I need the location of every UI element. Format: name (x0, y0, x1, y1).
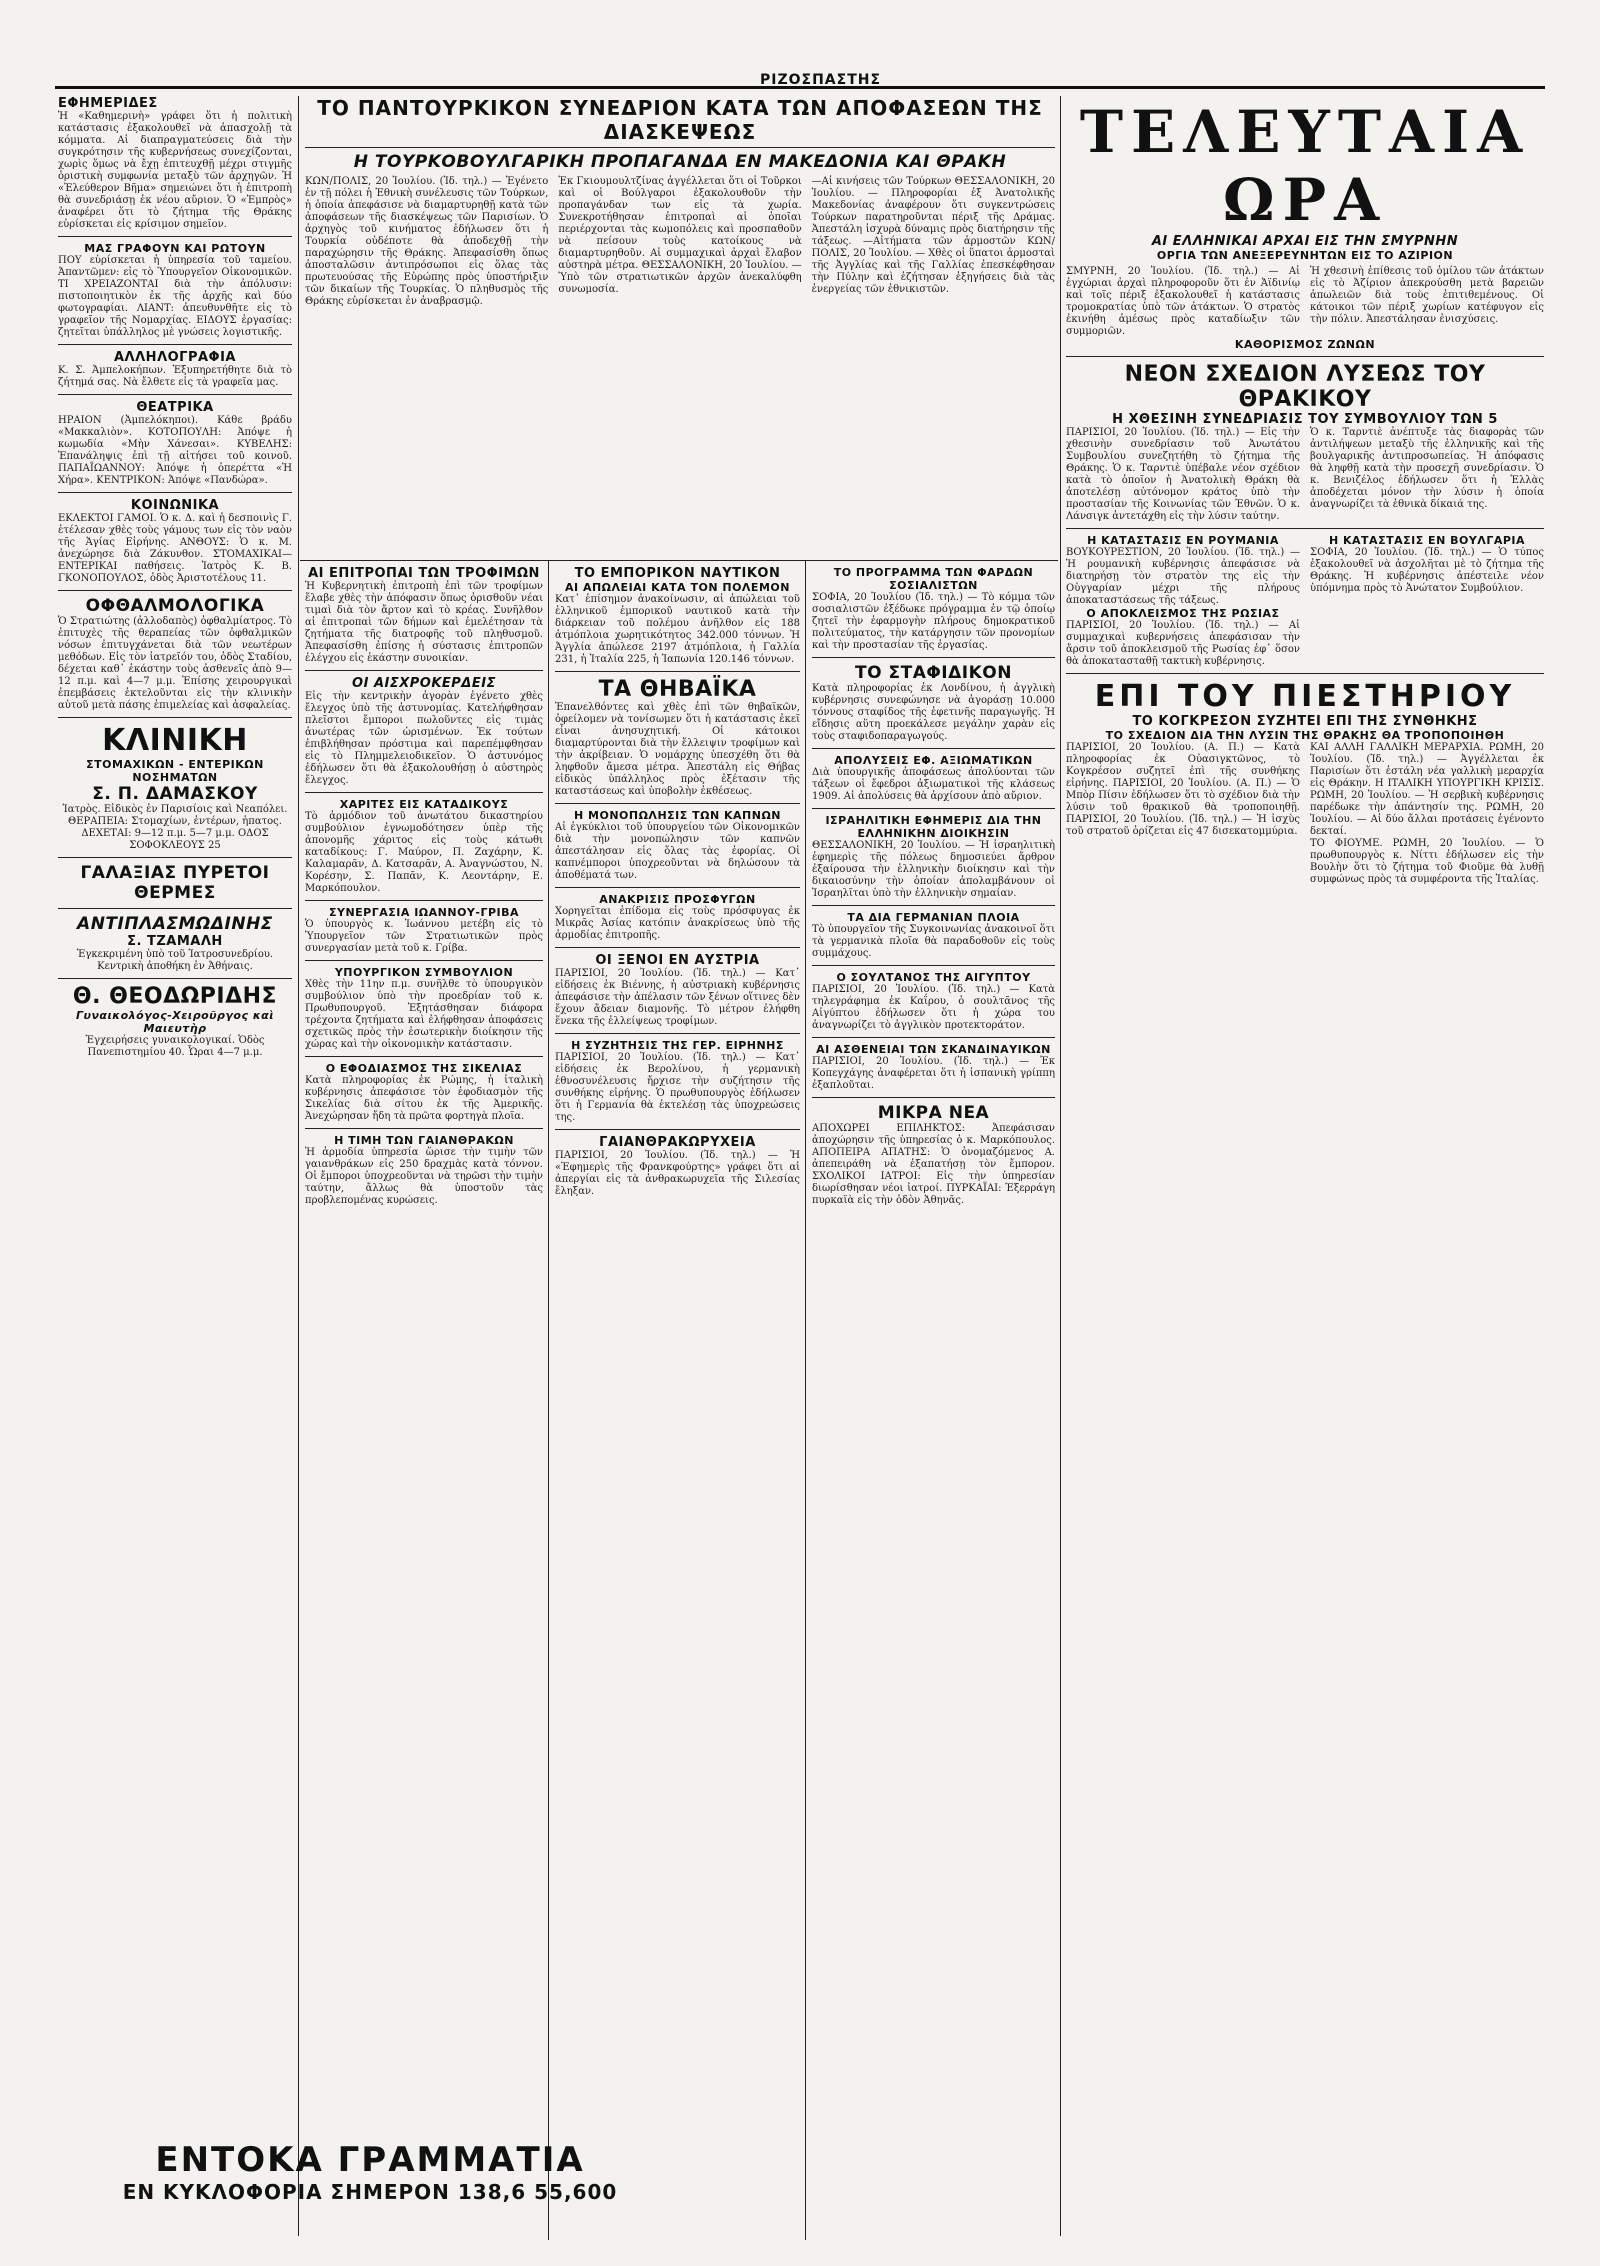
article-body: Ἐπανελθόντες καὶ χθὲς ἐπὶ τῶν θηβαϊκῶν, ὀφείλομεν νὰ τονίσωμεν ὅτι ἡ κατάστασις ἐκεῖ εἶναι ἀνησυχητική. Οἱ κάτοικοι διαμαρτύρονται διὰ τὴν ἔλλειψιν τροφίμων καὶ τὴν ἀκρίβειαν. Ὁ νομάρχης ὑπεσχέθη ὅτι θὰ ληφθοῦν ἄμεσα μέτρα. Ἀπεστάλη εἰς Θήβας εἰδικὸς ὑπάλληλος πρὸς ἐξέτασιν τῆς καταστάσεως καὶ ὑποβολὴν ἐκθέσεως. (555, 702, 800, 797)
article-heading: ΑΝΑΚΡΙΣΙΣ ΠΡΟΣΦΥΓΩΝ (599, 893, 756, 906)
last-hour-subheadline: ΑΙ ΕΛΛΗΝΙΚΑΙ ΑΡΧΑΙ ΕΙΣ ΤΗΝ ΣΜΥΡΝΗΝ (1151, 234, 1459, 249)
article-body: —Αἱ κινήσεις τῶν Τούρκων ΘΕΣΣΑΛΟΝΙΚΗ, 20 Ἰουλίου. — Πληροφορίαι ἐξ Ἀνατολικῆς Μακεδονίας ἀναφέρουν ὅτι συγκεντρώσεις Τούρκων παρατηροῦνται πέριξ τῆς Δράμας. Ἀπεστάλη ἰσχυρὰ δύναμις πρὸς διατήρησιν τῆς τάξεως. —Αἰτήματα τῶν ἀρμοστῶν ΚΩΝ/ΠΟΛΙΣ, 20 Ἰουλίου. — Χθὲς οἱ ὕπατοι ἁρμοσταὶ τῆς Ἀγγλίας καὶ τῆς Γαλλίας ἐπεσκέφθησαν τὴν Πύλην καὶ ἐζήτησαν ἐξηγήσεις διὰ τὰς ἐνεργείας τῶν ἐθνικιστῶν. (811, 176, 1055, 295)
article-body: ΒΟΥΚΟΥΡΕΣΤΙΟΝ, 20 Ἰουλίου. (Ἰδ. τηλ.) — Ἡ ρουμανικὴ κυβέρνησις ἀπεφάσισε νὰ διατηρήσῃ τὸν στρατὸν της εἰς τὴν Οὑγγαρίαν μέχρι τῆς πλήρους ἀποκαταστάσεως τῆς τάξεως. (1066, 547, 1300, 606)
article-body: Τὸ ἀρμόδιον τοῦ ἀνωτάτου δικαστηρίου συμβούλιον ἐγνωμοδότησεν ὑπὲρ τῆς ἀπονομῆς χάριτος εἰς τοὺς κάτωθι καταδίκους: Γ. Μαύρον, Π. Ζαχάρην, Κ. Καλαμαρᾶν, Δ. Κατσαρᾶν, Α. Ἀναγνώστου, Ν. Κορέσην, Σ. Παπᾶν, Κ. Λεοντάρην, Ε. Μαρκόπουλον. (305, 811, 543, 894)
ad-title: ΕΝΤΟΚΑ ΓΡΑΜΜΑΤΙΑ (155, 2140, 585, 2180)
article-body: ΠΑΡΙΣΙΟΙ, 20 Ἰουλίου. (Ἰδ. τηλ.) — Ἐκ Κοπεγχάγης ἀναφέρεται ὅτι ἡ ἰσπανικὴ γρίππη ἐξαπλοῦται. (812, 1056, 1055, 1091)
article-body: Χθὲς τὴν 11ην π.μ. συνῆλθε τὸ ὑπουργικὸν συμβούλιον ὑπὸ τὴν προεδρίαν τοῦ κ. Πρωθυπουργοῦ. Ἐξητάσθησαν διάφορα τρέχοντα ζητήματα καὶ ἐλήφθησαν ἀποφάσεις σχετικῶς πρὸς τὴν ἐσωτερικὴν διοίκησιν τῆς χώρας καὶ τὴν οἰκονομικὴν κατάστασιν. (305, 979, 543, 1050)
ad-title: ΑΝΤΙΠΛΑΣΜΩΔΙΝΗΣ (77, 914, 273, 934)
article-body: Αἱ ἐγκύκλιοι τοῦ ὑπουργείου τῶν Οἰκονομικῶν διὰ τὴν μονοπώλησιν τῶν καπνῶν ἀπεστάλησαν εἰς ὅλας τὰς ἐφορίας. Οἱ καπνέμποροι ὑποχρεοῦνται νὰ δηλώσουν τὰ ἀποθέματά των. (555, 822, 800, 881)
article-body: Ὁ ὑπουργὸς κ. Ἰωάννου μετέβη εἰς τὸ Ὑπουργεῖον τῶν Στρατιωτικῶν πρὸς συνεργασίαν μετὰ τοῦ κ. Γρίβα. (305, 919, 543, 954)
article-body: Ἡ Κυβερνητικὴ ἐπιτροπὴ ἐπὶ τῶν τροφίμων ἔλαβε χθὲς τὴν ἀπόφασιν ὅπως ὁρισθοῦν νέαι τιμαὶ διὰ τὸν ἄρτον καὶ τὸ κρέας. Συνῆλθον αἱ ἐπιτροπαὶ τῶν δήμων καὶ ἐμελέτησαν τὰ ζητήματα τῆς διατροφῆς τοῦ πληθυσμοῦ. Ἀπεφασίσθη ἐπίσης ἡ σύστασις ἐπιτροπῶν ἐλέγχου εἰς ἑκάστην συνοικίαν. (305, 581, 543, 664)
article-heading: ΙΣΡΑΗΛΙΤΙΚΗ ΕΦΗΜΕΡΙΣ ΔΙΑ ΤΗΝ ΕΛΛΗΝΙΚΗΝ ΔΙΟΙΚΗΣΙΝ (825, 814, 1042, 840)
lead-headline: ΤΟ ΠΑΝΤΟΥΡΚΙΚΟΝ ΣΥΝΕΔΡΙΟΝ ΚΑΤΑ ΤΩΝ ΑΠΟΦΑΣΕΩΝ ΤΗΣ ΔΙΑΣΚΕΨΕΩΣ (305, 96, 1055, 148)
ad-body: Ἐγκεκριμένη ὑπὸ τοῦ Ἰατροσυνεδρίου. Κεντρικὴ ἀποθήκη ἐν Ἀθήναις. (76, 949, 274, 972)
article-heading: Ο ΕΦΟΔΙΑΣΜΟΣ ΤΗΣ ΣΙΚΕΛΙΑΣ (325, 1062, 523, 1075)
section-heading: ΕΦΗΜΕΡΙΔΕΣ (58, 96, 158, 111)
last-hour-headline: ΤΕΛΕΥΤΑΙΑ ΩΡΑ (1079, 98, 1531, 234)
article-heading: ΟΙ ΞΕΝΟΙ ΕΝ ΑΥΣΤΡΙΑ (595, 953, 760, 968)
article-body: ΠΑΡΙΣΙΟΙ, 20 Ἰουλίου. (Ἰδ. τηλ.) — Κατ᾽ εἰδήσεις ἐκ Βιέννης, ἡ αὐστριακὴ κυβέρνησις ἀπεφάσισε τὴν ἀπέλασιν τῶν ξένων οἵτινες δὲν ἔχουν ἄδειαν διαμονῆς. Τὸ μέτρον ἐλήφθη ἕνεκα τῆς ἐλλείψεως τροφίμων. (555, 968, 800, 1027)
article-body: ΗΡΑΙΟΝ (Ἀμπελόκηποι). Κάθε βράδυ «Μακκαλιὸν». ΚΟΤΟΠΟΥΛΗ: Ἀπόψε ἡ κωμωδία «Μὴν Χάνεσαι». ΚΥΒΕΛΗΣ: Ἐπανάληψις ἐπὶ τῇ αἰτήσει τοῦ κοινοῦ. ΠΑΠΑΪΩΑΝΝΟΥ: Ἀπόψε ἡ ὀπερέττα «Ἡ Χήρα». ΚΕΝΤΡΙΚΟΝ: Ἀπόψε «Πανδώρα». (58, 415, 292, 486)
section-divider (300, 560, 1058, 561)
article-heading: ΑΠΟΛΥΣΕΙΣ ΕΦ. ΑΞΙΩΜΑΤΙΚΩΝ (834, 754, 1033, 767)
ad-subtitle: Γυναικολόγος-Χειροῦργος καὶ Μαιευτὴρ (76, 1009, 274, 1035)
section-heading: ΚΟΙΝΩΝΙΚΑ (130, 498, 220, 513)
article-body: ΣΟΦΙΑ, 20 Ἰουλίου (Ἰδ. τηλ.) — Τὸ κόμμα τῶν σοσιαλιστῶν ἐξέδωκε πρόγραμμα ἐν τῷ ὁποίῳ ζητεῖ τὴν ἐφαρμογὴν πλήρους δημοκρατικοῦ πολιτεύματος, τὴν κατάργησιν τῶν προνομίων καὶ τὴν προστασίαν τῆς ἐργασίας. (812, 592, 1055, 651)
article-heading: ΜΙΚΡΑ ΝΕΑ (877, 1103, 990, 1123)
news-column-a (305, 566, 543, 2236)
article-body: ΠΑΡΙΣΙΟΙ, 20 Ἰουλίου. (Ἰδ. τηλ.) — Ἡ «Ἐφημερὶς τῆς Φρανκφούρτης» γράφει ὅτι αἱ ἀπεργίαι εἰς τὰ ἀνθρακωρυχεῖα τῆς Σιλεσίας ἔληξαν. (555, 1150, 800, 1197)
article-heading: ΤΑ ΘΗΒΑΪΚΑ (598, 677, 757, 702)
article-heading: ΑΙ ΕΠΙΤΡΟΠΑΙ ΤΩΝ ΤΡΟΦΙΜΩΝ (308, 566, 540, 581)
article-heading: ΤΑ ΔΙΑ ΓΕΡΜΑΝΙΑΝ ΠΛΟΙΑ (847, 911, 1020, 924)
section-heading: ΘΕΑΤΡΙΚΑ (136, 400, 214, 415)
article-heading: ΤΟ ΣΤΑΦΙΔΙΚΟΝ (855, 663, 1012, 683)
column-divider (548, 560, 549, 2240)
article-heading: Η ΤΙΜΗ ΤΩΝ ΓΑΙΑΝΘΡΑΚΩΝ (334, 1134, 514, 1147)
article-body: ΠΑΡΙΣΙΟΙ, 20 Ἰουλίου. (Α. Π.) — Κατὰ πληροφορίας ἐκ Οὐασιγκτῶνος, τὸ Κογκρέσον συζητεῖ ἐπὶ τῆς συνθήκης εἰρήνης. ΠΑΡΙΣΙΟΙ, 20 Ἰουλίου. (Α. Π.) — Ὁ Μπὸρ Πίσιν ἐδήλωσεν ὅτι τὸ σχέδιον διὰ τὴν λύσιν τοῦ θρακικοῦ θὰ τροποποιηθῇ. ΠΑΡΙΣΙΟΙ, 20 Ἰουλίου. (Ἰδ. τηλ.) — Ἡ ἰσχὺς τοῦ στρατοῦ ὁρίζεται εἰς 47 δισεκατομμύρια. (1066, 742, 1300, 837)
article-body: ΚΑΙ ΑΛΛΗ ΓΑΛΛΙΚΗ ΜΕΡΑΡΧΙΑ. ΡΩΜΗ, 20 Ἰουλίου. (Ἰδ. τηλ.) — Ἀγγέλλεται ἐκ Παρισίων ὅτι ἐστάλη νέα γαλλικὴ μεραρχία εἰς Θράκην. Η ΙΤΑΛΙΚΗ ΥΠΟΥΡΓΙΚΗ ΚΡΙΣΙΣ. ΡΩΜΗ, 20 Ἰουλίου. — Ἡ σερβικὴ κυβέρνησις παρέδωκε τὴν ἀπάντησίν της. ΡΩΜΗ, 20 Ἰουλίου. — Αἱ δύο ἄλλαι προτάσεις ἐγένοντο δεκταί. (1310, 742, 1544, 837)
column-divider (805, 560, 806, 2240)
article-body: ΣΜΥΡΝΗ, 20 Ἰουλίου. (Ἰδ. τηλ.) — Αἱ ἐγχώριαι ἀρχαὶ πληροφοροῦν ὅτι ἐν Ἀϊδινίῳ καὶ τοῖς πέριξ ἐξακολουθεῖ ἡ κατάστασις τρομοκρατίας ὑπὸ τῶν ἀτάκτων. Ὁ στρατὸς ἐκινήθη ἀμέσως πρὸς καταδίωξιν τῶν συμμοριῶν. (1066, 266, 1300, 337)
article-heading: Ο ΑΠΟΚΛΕΙΣΜΟΣ ΤΗΣ ΡΩΣΙΑΣ (1086, 607, 1280, 620)
article-body: Τὸ ὑπουργεῖον τῆς Συγκοινωνίας ἀνακοινοῖ ὅτι τὰ γερμανικὰ πλοῖα θὰ παραδοθοῦν εἰς τοὺς συμμάχους. (812, 924, 1055, 959)
ad-subtitle: ΣΤΟΜΑΧΙΚΩΝ - ΕΝΤΕΡΙΚΩΝ ΝΟΣΗΜΑΤΩΝ (86, 758, 264, 784)
pharmacy-advertisement (58, 914, 292, 973)
article-body: Ἡ ἁρμοδία ὑπηρεσία ὥρισε τὴν τιμὴν τῶν γαιανθράκων εἰς 250 δραχμὰς κατὰ τόννον. Οἱ ἔμποροι ὑποχρεοῦνται νὰ τηρῶσι τὴν τιμὴν ταύτην, ἄλλως θὰ ὑποστοῦν τὰς προβλεπομένας κυρώσεις. (305, 1147, 543, 1206)
article-heading: ΧΑΡΙΤΕΣ ΕΙΣ ΚΑΤΑΔΙΚΟΥΣ (339, 798, 509, 811)
article-body: Κατ᾽ ἐπίσημον ἀνακοίνωσιν, αἱ ἀπώλειαι τοῦ ἑλληνικοῦ ἐμπορικοῦ ναυτικοῦ κατὰ τὴν διάρκειαν τοῦ πολέμου ἀνῆλθον εἰς 188 ἀτμόπλοια χωρητικότητος 342.000 τόννων. Ἡ Ἀγγλία ἀπώλεσε 2197 ἀτμόπλοια, ἡ Γαλλία 231, ἡ Ἰταλία 225, ἡ Ἰαπωνία 120.146 τόννων. (555, 594, 800, 665)
column-divider (298, 96, 299, 2236)
article-body: Χορηγεῖται ἐπίδομα εἰς τοὺς πρόσφυγας ἐκ Μικρᾶς Ἀσίας κατόπιν ἀνακρίσεως ὑπὸ τῆς ἁρμοδίας ἐπιτροπῆς. (555, 906, 800, 941)
article-subheading: ΤΟ ΣΧΕΔΙΟΝ ΔΙΑ ΤΗΝ ΛΥΣΙΝ ΤΗΣ ΘΡΑΚΗΣ ΘΑ ΤΡΟΠΟΠΟΙΗΘΗ (1105, 729, 1505, 742)
article-heading: ΑΙ ΑΣΘΕΝΕΙΑΙ ΤΩΝ ΣΚΑΝΔΙΝΑΥΙΚΩΝ (816, 1043, 1051, 1056)
article-body: ΕΚΛΕΚΤΟΙ ΓΑΜΟΙ. Ὁ κ. Δ. καὶ ἡ δεσποινὶς Γ. ἐτέλεσαν χθὲς τοὺς γάμους των εἰς τὸν ναὸν τῆς Ἁγίας Εἰρήνης. ΑΝΘΟΥΣ: Ὁ κ. Μ. ἀνεχώρησε διὰ Ζάκυνθον. ΣΤΟΜΑΧΙΚΑΙ—ΕΝΤΕΡΙΚΑΙ παθήσεις. Ἰατρὸς Κ. Β. ΓΚΟΝΟΠΟΥΛΟΣ, ὁδὸς Ἀριστοτέλους 11. (58, 513, 292, 584)
article-body: ΠΑΡΙΣΙΟΙ, 20 Ἰουλίου. (Ἰδ. τηλ.) — Κατὰ τηλεγράφημα ἐκ Καΐρου, ὁ σουλτᾶνος τῆς Αἰγύπτου ἐδήλωσεν ὅτι ἡ χώρα του ἀναγνωρίζει τὸ ἀγγλικὸν προτεκτοράτον. (812, 984, 1055, 1031)
right-column (1066, 96, 1544, 2236)
article-heading: ΕΠΙ ΤΟΥ ΠΙΕΣΤΗΡΙΟΥ (1094, 679, 1516, 714)
article-heading: ΤΟ ΕΜΠΟΡΙΚΟΝ ΝΑΥΤΙΚΟΝ (574, 566, 781, 581)
ad-title: ΚΛΙΝΙΚΗ (102, 723, 248, 758)
ad-name: Σ. ΤΖΑΜΑΛΗ (127, 934, 223, 949)
news-column-c (812, 566, 1055, 2236)
ad-title: ΓΑΛΑΞΙΑΣ ΠΥΡΕΤΟΙ ΘΕΡΜΕΣ (80, 863, 270, 903)
article-body: ΘΕΣΣΑΛΟΝΙΚΗ, 20 Ἰουλίου. — Ἡ ἰσραηλιτικὴ ἐφημερὶς τῆς πόλεως δημοσιεύει ἄρθρον ἐξαίρουσα τὴν ἑλληνικὴν διοίκησιν καὶ τὴν δικαιοσύνην τὴν ὁποίαν ἀπολαμβάνουν οἱ Ἰσραηλῖται ὑπὸ τὴν ἑλληνικὴν σημαίαν. (812, 840, 1055, 899)
clinic-advertisement (58, 723, 292, 852)
article-body: Κ. Σ. Ἀμπελοκήπων. Ἐξυπηρετήθητε διὰ τὸ ζήτημά σας. Νὰ ἔλθετε εἰς τὰ γραφεῖα μας. (58, 365, 292, 388)
article-body: Ἐκ Γκιουμουλτζίνας ἀγγέλλεται ὅτι οἱ Τοῦρκοι καὶ οἱ Βούλγαροι ἐξακολουθοῦν τὴν προπαγάνδαν των εἰς τὰ χωρία. Συνεκροτήθησαν ἐπιτροπαὶ αἱ ὁποῖαι περιέρχονται τὰς κωμοπόλεις καὶ προσπαθοῦν νὰ πείσουν τοὺς κατοίκους νὰ διαμαρτυρηθοῦν. Αἱ συμμαχικαὶ ἀρχαὶ ἔλαβον αὐστηρὰ μέτρα. ΘΕΣΣΑΛΟΝΙΚΗ, 20 Ἰουλίου. — Ὑπὸ τῶν στρατιωτικῶν ἀρχῶν ἀνεκαλύφθη συνωμοσία. (558, 176, 802, 295)
article-body: ΠΑΡΙΣΙΟΙ, 20 Ἰουλίου. (Ἰδ. τηλ.) — Εἰς τὴν χθεσινὴν συνεδρίασιν τοῦ Ἀνωτάτου Συμβουλίου συνεζητήθη τὸ ζήτημα τῆς Θράκης. Ὁ κ. Ταρντιὲ ὑπέβαλε νέον σχέδιον κατὰ τὸ ὁποῖον ἡ Ἀνατολικὴ Θράκη θὰ ἀποτελέσῃ αὐτόνομον κράτος ὑπὸ τὴν προστασίαν τῆς Κοινωνίας τῶν Ἐθνῶν. Ὁ κ. Λάνσιγκ ἀντετάχθη εἰς τὴν λύσιν ταύτην. (1066, 427, 1300, 522)
news-column-b (555, 566, 800, 2236)
lead-story (305, 96, 1055, 556)
article-body: ΠΟΥ εὑρίσκεται ἡ ὑπηρεσία τοῦ ταμείου. Ἀπαντῶμεν: εἰς τὸ Ὑπουργεῖον Οἰκονομικῶν. ΤΙ ΧΡΕΙΑΖΟΝΤΑΙ διὰ τὴν ἀπόλυσιν: πιστοποιητικὸν ἐκ τῆς ἀρχῆς καὶ δύο φωτογραφίαι. ΛΙΑΝΤ: ἀπευθυνθῆτε εἰς τὸ γραφεῖον τῆς Νομαρχίας. ΕΙΔΟΥΣ ἐργασίας: ζητεῖται ὑπάλληλος μὲ γνώσεις λογιστικῆς. (58, 255, 292, 338)
article-body: ΑΠΟΧΩΡΕΙ ΕΠΙΛΗΚΤΟΣ: Ἀπεφάσισαν ἀποχώρησιν τῆς ὑπηρεσίας ὁ κ. Μαρκόπουλος. ΑΠΟΠΕΙΡΑ ΑΠΑΤΗΣ: Ὁ ὀνομαζόμενος Α. ἀπεπειράθη νὰ ἐξαπατήσῃ τὸν ἔμπορον. ΣΧΟΛΙΚΟΙ ΙΑΤΡΟΙ: Εἰς τὴν ὑπηρεσίαν διωρίσθησαν νέοι ἰατροί. ΠΥΡΚΑΪΑΙ: Ἐξερράγη πυρκαϊὰ εἰς τὴν ὁδὸν Ἀθηνᾶς. (812, 1123, 1055, 1206)
article-body: Διὰ ὑπουργικῆς ἀποφάσεως ἀπολύονται τῶν τάξεων οἱ ἔφεδροι ἀξιωματικοὶ τῆς κλάσεως 1909. Αἱ ἀπολύσεις θὰ ἀρχίσουν ἀπὸ αὔριον. (812, 767, 1055, 802)
article-body: ΤΟ ΦΙΟΥΜΕ. ΡΩΜΗ, 20 Ἰουλίου. — Ὁ πρωθυπουργὸς κ. Νίττι ἐδήλωσεν εἰς τὴν Βουλὴν ὅτι τὸ ζήτημα τοῦ Φιοῦμε θὰ λυθῇ συμφώνως πρὸς τὰ συμφέροντα τῆς Ἰταλίας. (1310, 838, 1544, 885)
bond-advertisement (90, 2140, 650, 2230)
article-heading: Η ΣΥΖΗΤΗΣΙΣ ΤΗΣ ΓΕΡ. ΕΙΡΗΝΗΣ (571, 1039, 784, 1052)
article-heading: ΓΑΙΑΝΘΡΑΚΩΡΥΧΕΙΑ (599, 1135, 756, 1150)
left-column (58, 96, 292, 2236)
article-heading: ΝΕΟΝ ΣΧΕΔΙΟΝ ΛΥΣΕΩΣ ΤΟΥ ΘΡΑΚΙΚΟΥ (1124, 362, 1486, 412)
article-body: ΚΩΝ/ΠΟΛΙΣ, 20 Ἰουλίου. (Ἰδ. τηλ.) — Ἐγένετο ἐν τῇ πόλει ἡ Ἐθνικὴ συνέλευσις τῶν Τούρκων, ἡ ὁποία ἀπεφάσισε νὰ διαμαρτυρηθῇ κατὰ τῶν ἀποφάσεων τῆς διασκέψεως τῶν Παρισίων. Ὁ ἀρχηγὸς τοῦ κινήματος ἐδήλωσεν ὅτι ἡ Τουρκία οὐδέποτε θὰ ἀποδεχθῇ τὴν παραχώρησιν τῆς Θράκης. Ἀπεφασίσθη ὅπως ἀποσταλῶσιν ἀντιπρόσωποι εἰς ὅλας τὰς πρωτευούσας τῆς Εὐρώπης πρὸς ὑποστήριξιν τῶν δικαίων τῆς Τουρκίας. Ὁ πληθυσμὸς τῆς Θράκης εὑρίσκεται ἐν ἀναβρασμῷ. (305, 176, 549, 307)
article-heading: ΥΠΟΥΡΓΙΚΟΝ ΣΥΜΒΟΥΛΙΟΝ (334, 966, 514, 979)
article-heading: Η ΜΟΝΟΠΩΛΗΣΙΣ ΤΩΝ ΚΑΠΝΩΝ (573, 809, 781, 822)
section-heading: ΟΦΘΑΛΜΟΛΟΓΙΚΑ (85, 596, 265, 616)
article-body: Ἡ χθεσινὴ ἐπίθεσις τοῦ ὁμίλου τῶν ἀτάκτων εἰς τὸ Ἀζίριον ἀπεκρούσθη μετὰ βαρειῶν ἀπωλειῶν διὰ τοὺς ἐπιτιθεμένους. Οἱ κάτοικοι τῶν πέριξ χωρίων κατέφυγον εἰς τὴν πόλιν. Ἀπεστάλησαν ἐνισχύσεις. (1310, 266, 1544, 325)
article-heading: Η ΚΑΤΑΣΤΑΣΙΣ ΕΝ ΒΟΥΛΓΑΡΙΑ (1328, 534, 1526, 547)
column-divider (1060, 96, 1061, 2236)
article-heading: ΤΟ ΠΡΟΓΡΑΜΜΑ ΤΩΝ ΦΑΡΔΩΝ ΣΟΣΙΑΛΙΣΤΩΝ (833, 566, 1034, 592)
ad-title: Θ. ΘΕΟΔΩΡΙΔΗΣ (72, 984, 278, 1009)
ad-body: Ἰατρὸς. Εἰδικὸς ἐν Παρισίοις καὶ Νεαπόλει. ΘΕΡΑΠΕΙΑ: Στομαχίων, ἐντέρων, ἡπατος. ΔΕΧΕΤΑΙ: 9—12 π.μ. 5—7 μ.μ. ΟΔΟΣ ΣΟΦΟΚΛΕΟΥΣ 25 (62, 804, 288, 851)
section-heading: ΑΛΛΗΛΟΓΡΑΦΙΑ (114, 350, 236, 365)
article-heading: Ο ΣΟΥΛΤΑΝΟΣ ΤΗΣ ΑΙΓΥΠΤΟΥ (836, 971, 1031, 984)
article-subheading: Η ΧΘΕΣΙΝΗ ΣΥΝΕΔΡΙΑΣΙΣ ΤΟΥ ΣΥΜΒΟΥΛΙΟΥ ΤΩΝ 5 (1112, 412, 1498, 427)
article-body: Κατὰ πληροφορίας ἐκ Ρώμης, ἡ ἰταλικὴ κυβέρνησις ἀπεφάσισε τὸν ἐφοδιασμὸν τῆς Σικελίας διὰ σίτου ἐκ τῆς Ἀμερικῆς. Ἀνεχώρησαν ἤδη τὰ πρῶτα φορτηγὰ πλοῖα. (305, 1075, 543, 1122)
article-heading: Η ΚΑΤΑΣΤΑΣΙΣ ΕΝ ΡΟΥΜΑΝΙΑ (1087, 534, 1279, 547)
article-body: ΣΟΦΙΑ, 20 Ἰουλίου. (Ἰδ. τηλ.) — Ὁ τύπος ἐξακολουθεῖ νὰ ἀσχολῆται μὲ τὸ ζήτημα τῆς Θράκης. Ἡ κυβέρνησις ἀπέστειλε νέον ὑπόμνημα πρὸς τὸ Ἀνώτατον Συμβούλιον. (1310, 547, 1544, 594)
ad-subtitle: ΕΝ ΚΥΚΛΟΦΟΡΙΑ ΣΗΜΕΡΟΝ 138,6 55,600 (122, 2180, 618, 2204)
article-heading: ΣΥΝΕΡΓΑΣΙΑ ΙΩΑΝΝΟΥ-ΓΡΙΒΑ (328, 906, 520, 919)
article-body: Εἰς τὴν κεντρικὴν ἀγορὰν ἐγένετο χθὲς ἔλεγχος ὑπὸ τῆς ἀστυνομίας. Κατελήφθησαν πλεῖστοι ἔμποροι πωλοῦντες εἰς τιμὰς ἀνωτέρας τῶν ὡρισμένων. Ἐκ τούτων ἐπιβλήθησαν πρόστιμα καὶ παρεπέμφθησαν εἰς τὸ Πλημμελειοδικεῖον. Ὁ ἀστυνόμος ἐδήλωσεν ὅτι θὰ ἐξακολουθήσῃ ὁ αὐστηρὸς ἔλεγχος. (305, 691, 543, 786)
newspaper-running-title: ΡΙΖΟΣΠΑΣΤΗΣ (760, 72, 882, 88)
article-subheading: ΤΟ ΚΟΓΚΡΕΣΟΝ ΣΥΖΗΤΕΙ ΕΠΙ ΤΗΣ ΣΥΝΘΗΚΗΣ (1132, 714, 1478, 729)
ad-body: Ἐγχειρήσεις γυναικολογικαί. Ὁδὸς Πανεπιστημίου 40. Ὧραι 4—7 μ.μ. (85, 1035, 265, 1058)
lead-subheadline: Η ΤΟΥΡΚΟΒΟΥΛΓΑΡΙΚΗ ΠΡΟΠΑΓΑΝΔΑ ΕΝ ΜΑΚΕΔΟΝΙΑ ΚΑΙ ΘΡΑΚΗ (353, 152, 1007, 172)
article-body: ΠΑΡΙΣΙΟΙ, 20 Ἰουλίου. (Ἰδ. τηλ.) — Κατ᾽ εἰδήσεις ἐκ Βερολίνου, ἡ γερμανικὴ ἐθνοσυνέλευσις ἤρχισε τὴν συζήτησιν τῆς συνθήκης εἰρήνης. Ὁ πρωθυπουργὸς ἐδήλωσεν ὅτι ἡ Γερμανία θὰ ἐκτελέσῃ τὰς ὑποχρεώσεις της. (555, 1052, 800, 1123)
article-subheading: ΑΙ ΑΠΩΛΕΙΑΙ ΚΑΤΑ ΤΟΝ ΠΟΛΕΜΟΝ (565, 581, 790, 594)
last-hour-subheadline: ΟΡΓΙΑ ΤΩΝ ΑΝΕΞΕΡΕΥΝΗΤΩΝ ΕΙΣ ΤΟ ΑΖΙΡΙΟΝ (1156, 249, 1454, 262)
section-heading: ΜΑΣ ΓΡΑΦΟΥΝ ΚΑΙ ΡΩΤΟΥΝ (84, 242, 266, 255)
ad-name: Σ. Π. ΔΑΜΑΣΚΟΥ (92, 784, 258, 804)
article-heading: ΚΑΘΟΡΙΣΜΟΣ ΖΩΝΩΝ (1234, 338, 1376, 351)
article-heading: ΟΙ ΑΙΣΧΡΟΚΕΡΔΕΙΣ (352, 676, 496, 691)
article-body: ΠΑΡΙΣΙΟΙ, 20 Ἰουλίου. (Ἰδ. τηλ.) — Αἱ συμμαχικαὶ κυβερνήσεις ἀπεφάσισαν τὴν ἄρσιν τοῦ ἀποκλεισμοῦ τῆς Ρωσίας ἐφ᾽ ὅσον θὰ ἀποκατασταθῇ τακτικὴ κυβέρνησις. (1066, 620, 1300, 667)
article-body: Κατὰ πληροφορίας ἐκ Λονδίνου, ἡ ἀγγλικὴ κυβέρνησις συνεφώνησε νὰ ἀγοράσῃ 10.000 τόννους σταφίδος τῆς ἐφετινῆς παραγωγῆς. Ἡ εἴδησις αὕτη προεκάλεσε μεγάλην χαρὰν εἰς τοὺς σταφιδοπαραγωγούς. (812, 683, 1055, 742)
article-body: Ὁ κ. Ταρντιὲ ἀνέπτυξε τὰς διαφορὰς τῶν ἀντιλήψεων μεταξὺ τῆς ἑλληνικῆς καὶ τῆς βουλγαρικῆς ἀντιπροσωπείας. Ἡ ἀπόφασις θὰ ληφθῇ κατὰ τὴν προσεχῆ συνεδρίασιν. Ὁ κ. Βενιζέλος ἐδήλωσεν ὅτι ἡ Ἑλλὰς ἀποδέχεται μόνον τὴν λύσιν ἡ ὁποία ἀναγνωρίζει τὰ ἐθνικὰ δίκαιά της. (1310, 427, 1544, 510)
doctor-advertisement (58, 984, 292, 1059)
article-body: Ἡ «Καθημερινὴ» γράφει ὅτι ἡ πολιτικὴ κατάστασις ἐξακολουθεῖ νὰ ἀπασχολῇ τὰ κόμματα. Αἱ διαπραγματεύσεις διὰ τὴν συγκρότησιν τῆς κυβερνήσεως συνεχίζονται, χωρὶς ὅμως νὰ ἔχῃ ἐπιτευχθῇ μέχρι στιγμῆς ὁριστικὴ συμφωνία μεταξὺ τῶν ἀρχηγῶν. Ἡ «Ἐλεύθερον Βῆμα» σημειώνει ὅτι ἡ ἐπιτροπὴ θὰ συνεδριάσῃ ἐκ νέου αὔριον. Ὁ «Ἐμπρὸς» ἀναφέρει ὅτι τὸ ζήτημα τῆς Θράκης εὑρίσκεται εἰς κρίσιμον σημεῖον. (58, 111, 292, 230)
article-body: Ὁ Στρατιώτης (ἀλλοδαπὸς) ὀφθαλμίατρος. Τὸ ἐπιτυχὲς τῆς θεραπείας τῶν ὀφθαλμικῶν νόσων ἐπιτυγχάνεται διὰ τῶν νεωτέρων μεθόδων. Εἰς τὸν ἰατρεῖόν του, ὁδὸς Σταδίου, δέχεται καθ᾽ ἑκάστην τοὺς ἀσθενεῖς ἀπὸ 9—12 π.μ. καὶ 4—7 μ.μ. Ἐπίσης χειρουργικαὶ ἐπεμβάσεις ἐκτελοῦνται εἰς τὴν κλινικὴν αὐτοῦ μετὰ πάσης ἐπιμελείας καὶ ἀσφαλείας. (58, 616, 292, 711)
